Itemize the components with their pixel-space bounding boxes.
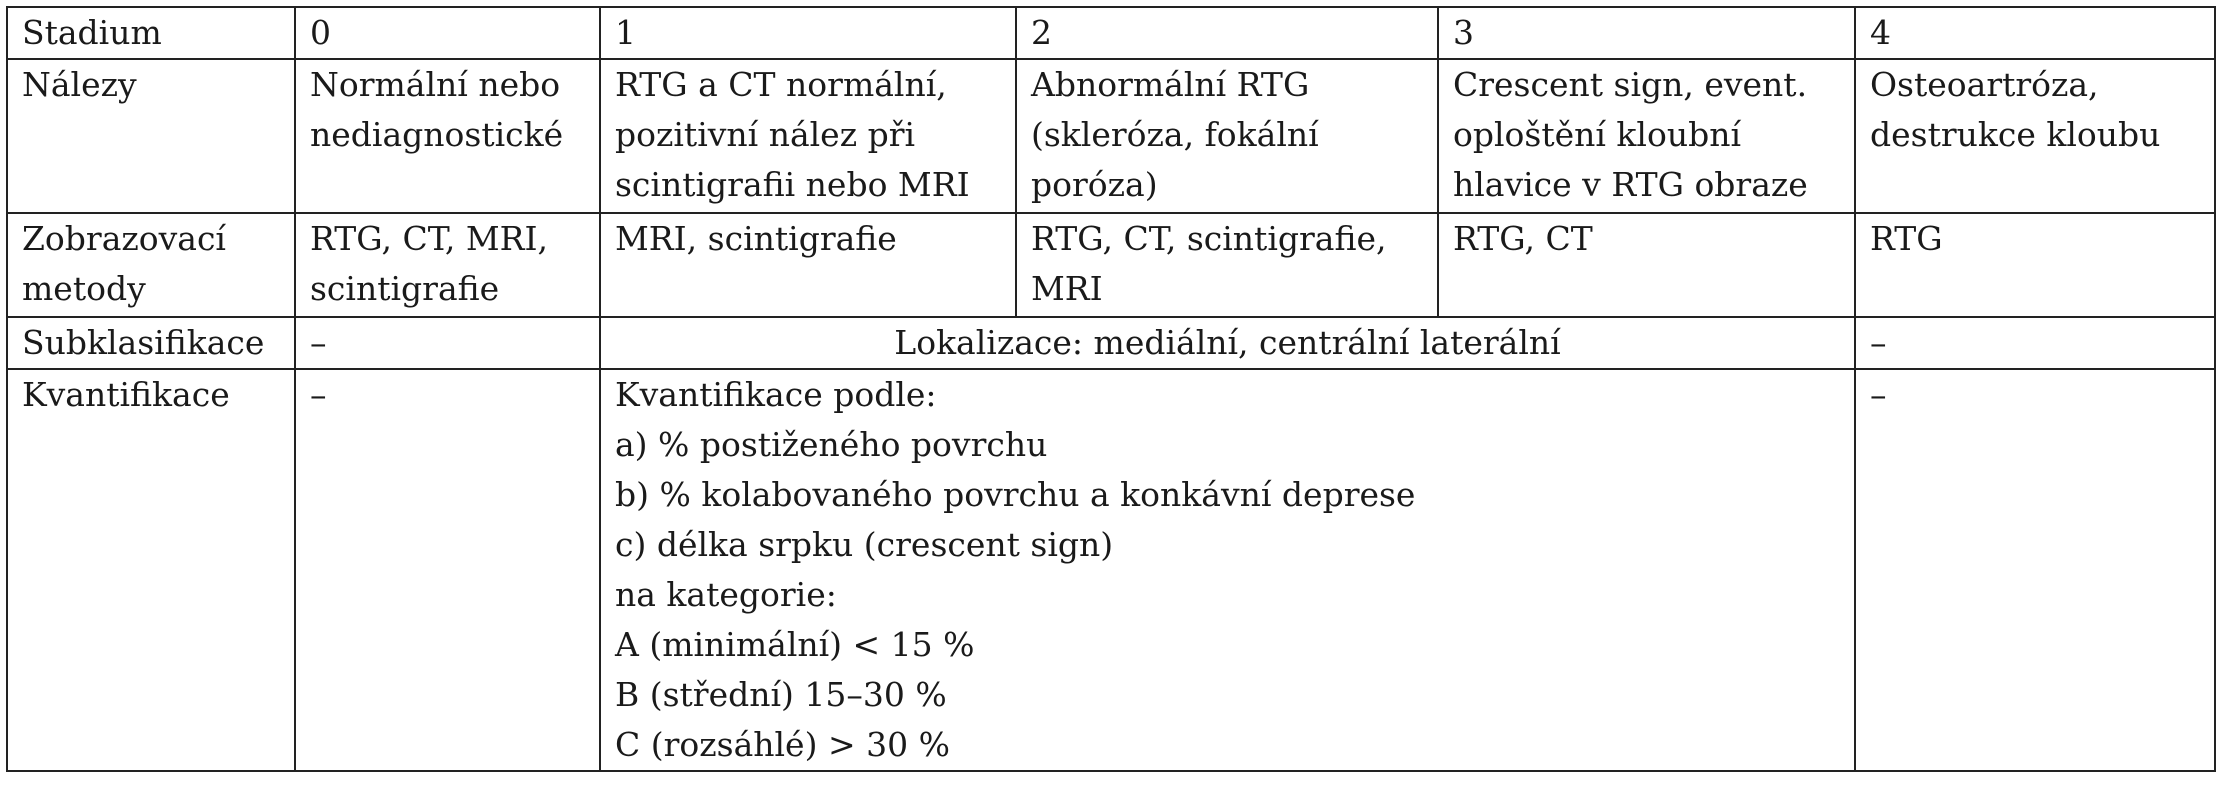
row-label-imaging bbox=[7, 213, 295, 317]
stage-header-4: 4 bbox=[1855, 7, 2215, 59]
findings-stage-2 bbox=[1016, 59, 1438, 213]
quantification-line: a) % postiženého povrchu bbox=[615, 425, 1048, 464]
findings-stage-4 bbox=[1855, 59, 2215, 213]
quantification-stage-0: – bbox=[295, 369, 600, 771]
imaging-stage-0-line: RTG, CT, MRI, bbox=[310, 219, 548, 258]
findings-stage-2-line: poróza) bbox=[1031, 165, 1158, 204]
findings-stage-2-line: (skleróza, fokální bbox=[1031, 115, 1319, 154]
findings-stage-3-line: Crescent sign, event. bbox=[1453, 65, 1808, 104]
quantification-line: c) délka srpku (crescent sign) bbox=[615, 525, 1114, 564]
quantification-stage-4: – bbox=[1855, 369, 2215, 771]
imaging-stage-0 bbox=[295, 213, 600, 317]
imaging-stage-2-line: RTG, CT, scintigrafie, bbox=[1031, 219, 1387, 258]
staging-table bbox=[6, 6, 2216, 772]
findings-stage-1-line: RTG a CT normální, bbox=[615, 65, 947, 104]
imaging-stage-3-line: RTG, CT bbox=[1453, 219, 1593, 258]
findings-stage-3 bbox=[1438, 59, 1855, 213]
quantification-line: Kvantifikace podle: bbox=[615, 375, 937, 414]
quantification-stages-1-3 bbox=[600, 369, 1855, 771]
findings-stage-4-line: destrukce kloubu bbox=[1870, 115, 2161, 154]
findings-stage-1-line: pozitivní nález při bbox=[615, 115, 916, 154]
row-label-stadium: Stadium bbox=[7, 7, 295, 59]
findings-row bbox=[7, 59, 2215, 213]
quantification-line: C (rozsáhlé) > 30 % bbox=[615, 725, 950, 764]
imaging-stage-4 bbox=[1855, 213, 2215, 317]
subclassification-stage-0: – bbox=[295, 317, 600, 369]
imaging-stage-2-line: MRI bbox=[1031, 269, 1103, 308]
imaging-stage-4-line: RTG bbox=[1870, 219, 1943, 258]
subclassification-row bbox=[7, 317, 2215, 369]
subclassification-stage-4: – bbox=[1855, 317, 2215, 369]
stage-header-0: 0 bbox=[295, 7, 600, 59]
row-label-imaging-line: metody bbox=[22, 269, 146, 308]
stage-header-1: 1 bbox=[600, 7, 1016, 59]
quantification-line: na kategorie: bbox=[615, 575, 837, 614]
imaging-stage-1-line: MRI, scintigrafie bbox=[615, 219, 897, 258]
row-label-imaging-line: Zobrazovací bbox=[22, 219, 226, 258]
findings-stage-3-line: oploštění kloubní bbox=[1453, 115, 1742, 154]
findings-stage-2-line: Abnormální RTG bbox=[1031, 65, 1310, 104]
imaging-stage-0-line: scintigrafie bbox=[310, 269, 500, 308]
stage-header-3: 3 bbox=[1438, 7, 1855, 59]
stage-header-2: 2 bbox=[1016, 7, 1438, 59]
row-label-findings: Nálezy bbox=[7, 59, 295, 213]
quantification-line: A (minimální) < 15 % bbox=[615, 625, 975, 664]
quantification-row bbox=[7, 369, 2215, 771]
imaging-stage-1 bbox=[600, 213, 1016, 317]
row-label-subclassification: Subklasifikace bbox=[7, 317, 295, 369]
findings-stage-0-line: nediagnostické bbox=[310, 115, 564, 154]
quantification-line: b) % kolabovaného povrchu a konkávní deprese bbox=[615, 475, 1416, 514]
findings-stage-4-line: Osteoartróza, bbox=[1870, 65, 2099, 104]
row-label-quantification: Kvantifikace bbox=[7, 369, 295, 771]
findings-stage-0-line: Normální nebo bbox=[310, 65, 561, 104]
findings-stage-1 bbox=[600, 59, 1016, 213]
imaging-stage-3 bbox=[1438, 213, 1855, 317]
subclassification-stages-1-3: Lokalizace: mediální, centrální laterální bbox=[600, 317, 1855, 369]
imaging-row bbox=[7, 213, 2215, 317]
imaging-stage-2 bbox=[1016, 213, 1438, 317]
header-row bbox=[7, 7, 2215, 59]
findings-stage-1-line: scintigrafii nebo MRI bbox=[615, 165, 970, 204]
quantification-line: B (střední) 15–30 % bbox=[615, 675, 947, 714]
findings-stage-0 bbox=[295, 59, 600, 213]
findings-stage-3-line: hlavice v RTG obraze bbox=[1453, 165, 1808, 204]
